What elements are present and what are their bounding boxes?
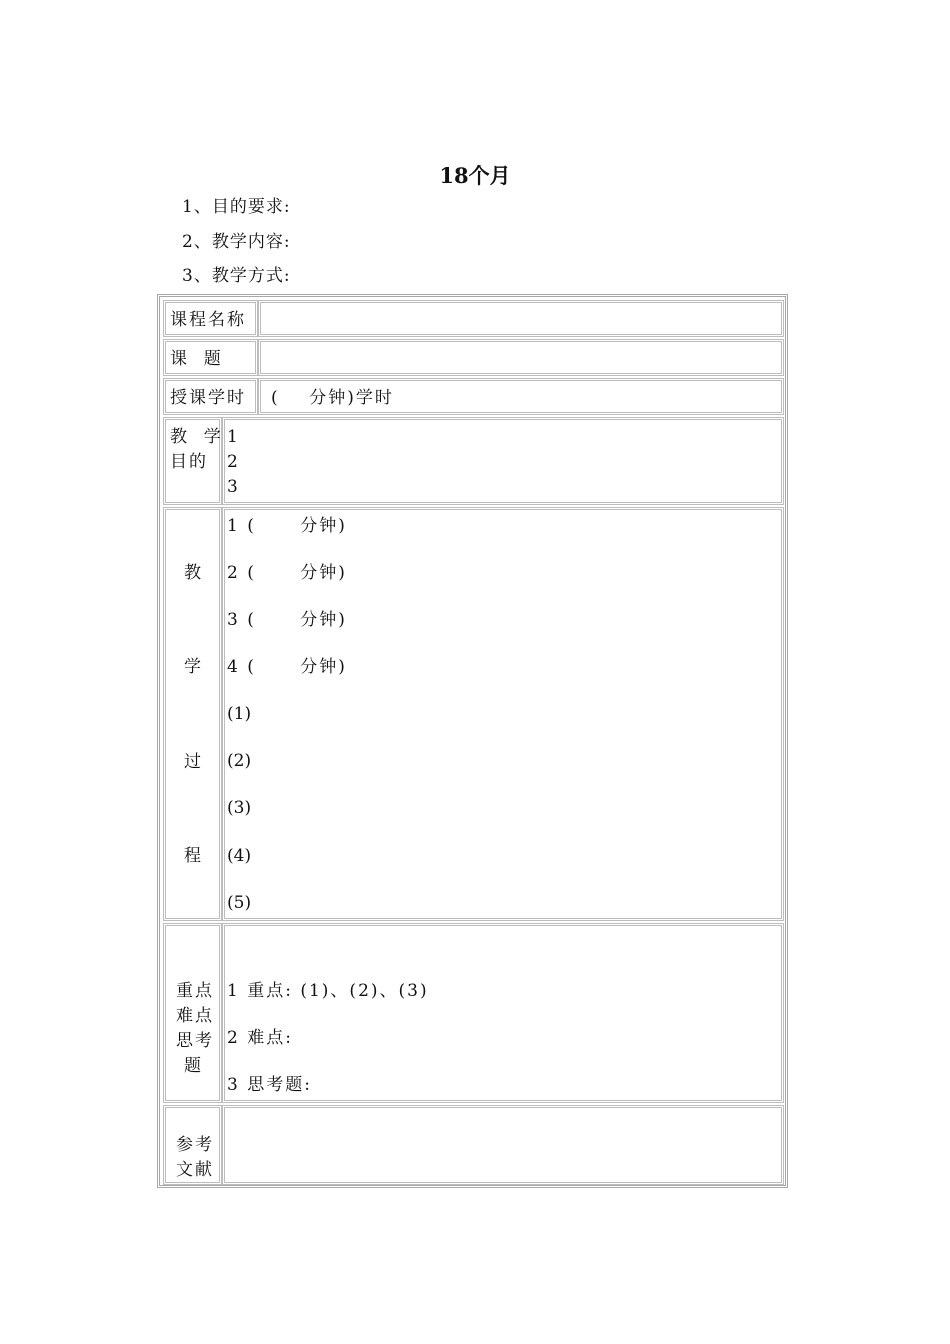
requirement-objectives: 1、目的要求: xyxy=(182,197,291,217)
process-item: (3) xyxy=(227,798,252,818)
course-name-label-cell xyxy=(163,300,258,337)
course-name-label: 课程名称 xyxy=(170,310,246,330)
requirement-content: 2、教学内容: xyxy=(182,232,291,252)
objective-label-cell xyxy=(163,417,222,505)
process-value-cell[interactable] xyxy=(222,507,784,921)
topic-label: 课 题 xyxy=(170,349,223,369)
hours-label-cell xyxy=(163,378,258,415)
ref-label-cell xyxy=(163,1105,222,1185)
objective-item-1: 1 xyxy=(227,427,238,447)
process-item: 2 ( 分钟) xyxy=(227,563,347,583)
key-value-cell[interactable] xyxy=(222,923,784,1103)
key-item-points: 1 重点: (1)、(2)、(3) xyxy=(227,981,429,1001)
topic-value-cell[interactable] xyxy=(258,339,784,376)
ref-label-line1: 参考 xyxy=(176,1135,214,1155)
requirement-method: 3、教学方式: xyxy=(182,266,291,286)
key-label-line1: 重点 xyxy=(176,981,214,1001)
hours-label: 授课学时 xyxy=(170,388,246,408)
objective-label-line1: 教 学 xyxy=(170,427,223,447)
objective-item-3: 3 xyxy=(227,477,238,497)
process-item: 1 ( 分钟) xyxy=(227,516,347,536)
process-item: (5) xyxy=(227,893,252,913)
process-item: 3 ( 分钟) xyxy=(227,610,347,630)
process-label-cell xyxy=(163,507,222,921)
key-label-line2: 难点 xyxy=(176,1006,214,1026)
key-item-questions: 3 思考题: xyxy=(227,1075,312,1095)
process-label-char4: 程 xyxy=(184,846,201,866)
ref-value-cell[interactable] xyxy=(222,1105,784,1185)
topic-label-cell xyxy=(163,339,258,376)
process-item: 4 ( 分钟) xyxy=(227,657,347,677)
key-label-cell xyxy=(163,923,222,1103)
key-item-difficulties: 2 难点: xyxy=(227,1028,293,1048)
process-label-char3: 过 xyxy=(184,752,201,772)
objective-value-cell[interactable] xyxy=(222,417,784,505)
key-label-line4: 题 xyxy=(184,1056,203,1076)
page-title: 18个月 xyxy=(439,163,511,188)
lesson-plan-table xyxy=(157,294,788,1188)
objective-item-2: 2 xyxy=(227,452,238,472)
course-name-value-cell[interactable] xyxy=(258,300,784,337)
process-item: (4) xyxy=(227,846,252,866)
process-item: (2) xyxy=(227,751,252,771)
ref-label-line2: 文献 xyxy=(176,1160,214,1180)
process-label-char1: 教 xyxy=(184,563,201,583)
key-label-line3: 思考 xyxy=(176,1031,214,1051)
objective-label-line2: 目的 xyxy=(170,452,208,472)
hours-value: ( 分钟)学时 xyxy=(271,388,394,408)
process-item: (1) xyxy=(227,704,252,724)
hours-value-cell[interactable] xyxy=(258,378,784,415)
process-label-char2: 学 xyxy=(184,657,201,677)
